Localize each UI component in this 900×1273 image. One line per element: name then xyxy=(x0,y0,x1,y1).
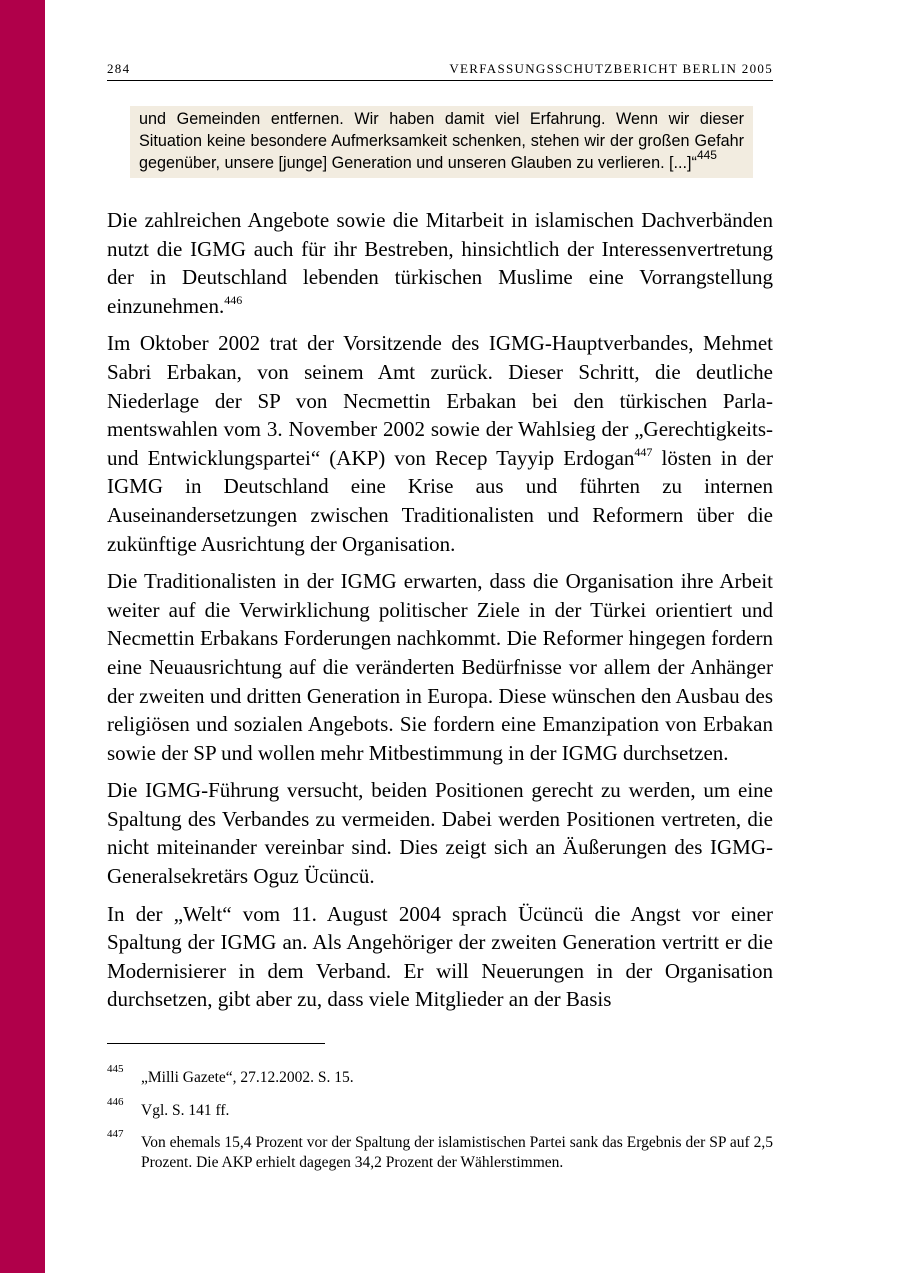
footnote-text: Vgl. S. 141 ff. xyxy=(141,1101,230,1119)
footnote-445 xyxy=(107,1064,773,1088)
quote-text: und Gemeinden entfernen. Wir haben damit viel Erfahrung. Wenn wir dieser Situation keine besondere Aufmerksamkeit schenken, stehen wir der großen Gefahr gegenüber, unsere [junge] Generation und unseren Glauben zu verlieren. [...]“ xyxy=(139,110,744,172)
footnote-ref-446[interactable]: 446 xyxy=(224,292,243,307)
paragraph-text: Die zahlreichen Angebote sowie die Mitarbeit in islamischen Dachverbänden nutzt die IGMG auch für ihr Bestreben, hinsichtlich der Interessenvertretung der in Deutschland lebenden türkischen Muslime eine Vorrangstellung einzunehmen. xyxy=(107,208,773,318)
running-header xyxy=(107,61,773,77)
footnote-446 xyxy=(107,1097,773,1121)
paragraph xyxy=(107,206,773,320)
paragraph: Die IGMG-Führung versucht, beiden Positionen gerecht zu werden, um eine Spaltung des Verbandes zu vermeiden. Dabei werden Positionen vertreten, die nicht miteinander vereinbar sind. Dies zeigt sich an Äußerungen des IGMG-Generalsekretärs Oguz Ücüncü. xyxy=(107,778,773,889)
footnote-number: 446 xyxy=(107,1095,124,1108)
footnote-text: Von ehemals 15,4 Prozent vor der Spaltung der islamistischen Partei sank das Ergebnis der SP auf 2,5 Prozent. Die AKP erhielt dagegen 34,2 Prozent der Wählerstimmen. xyxy=(141,1134,773,1171)
footnote-ref-447[interactable]: 447 xyxy=(634,444,653,459)
footnote-number: 447 xyxy=(107,1128,124,1140)
page-number: 284 xyxy=(107,61,131,76)
body-text xyxy=(107,206,773,1023)
quote-box xyxy=(130,106,753,178)
paragraph: Die Traditionalisten in der IGMG erwarten, dass die Organisation ihre Arbeit weiter auf die Verwirklichung politischer Ziele in der Türkei orientiert und Necmettin Erbakans Forderungen nachkommt. Die Reformer hingegen fordern eine Neuausrichtung auf die veränderten Bedürfnisse vor allem der Anhänger der zweiten und dritten Generation in Europa. Diese wünschen den Ausbau des religiösen und sozialen Angebots. Sie fordern eine Emanzipation von Erbakan sowie der SP und wollen mehr Mitbestimmung in der IGMG durchsetzen. xyxy=(107,569,773,765)
side-color-bar xyxy=(0,0,45,1273)
paragraph-text: Im Oktober 2002 trat der Vorsitzende des IGMG-Hauptverbandes, Mehmet Sabri Erbakan, von seinem Amt zurück. Dieser Schritt, die deutliche Niederlage der SP von Necmettin Erbakan bei den türkischen Parlamentswahlen vom 3. November 2002 sowie der Wahlsieg der „Gerechtigkeits- und Entwicklungspartei“ (AKP) von Recep Tayyip Erdogan xyxy=(107,331,773,470)
footnote-text: „Milli Gazete“, 27.12.2002. S. 15. xyxy=(141,1069,354,1086)
footnote-number: 445 xyxy=(107,1063,124,1075)
footnotes xyxy=(107,1064,773,1181)
footnote-447 xyxy=(107,1129,773,1172)
paragraph xyxy=(107,329,773,558)
footnote-ref-445[interactable]: 445 xyxy=(696,148,717,162)
paragraph: In der „Welt“ vom 11. August 2004 sprach Ücüncü die Angst vor einer Spaltung der IGMG an. Als Angehöriger der zweiten Generation vertritt er die Modernisierer in dem Verband. Er will Neuerungen in der Organisation durchsetzen, gibt aber zu, dass viele Mitglieder an der Basis xyxy=(107,901,773,1012)
running-title: VERFASSUNGSSCHUTZBERICHT BERLIN 2005 xyxy=(449,61,773,76)
footnote-rule xyxy=(107,1043,325,1044)
paragraph-text: lösten in der IGMG in Deutschland eine Krise aus und führten zu internen Auseinandersetzungen zwischen Traditionalisten und Reformern über die zukünftige Ausrichtung der Organisation. xyxy=(107,445,774,556)
header-rule xyxy=(107,80,773,81)
